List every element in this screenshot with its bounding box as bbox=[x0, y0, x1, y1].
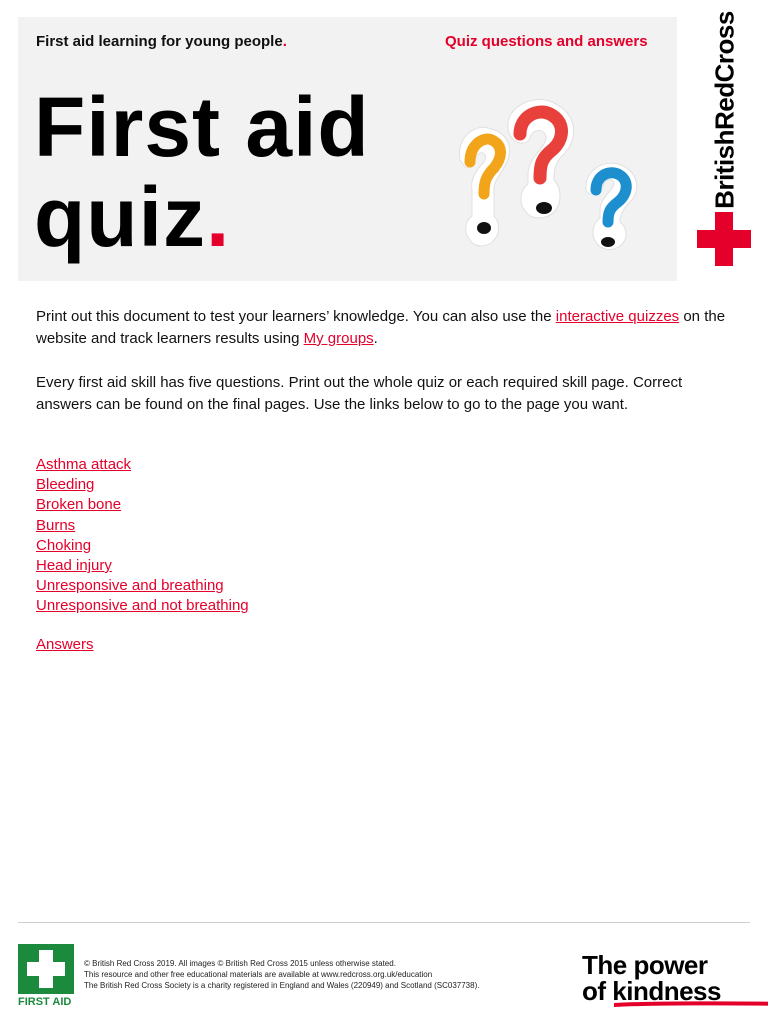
interactive-quizzes-link[interactable]: interactive quizzes bbox=[555, 308, 680, 325]
red-question-mark-icon bbox=[508, 100, 574, 218]
slogan bbox=[582, 952, 721, 1004]
copyright-line: © British Red Cross 2019. All images © British Red Cross 2015 unless otherwise stated. bbox=[84, 959, 396, 968]
charity-line: The British Red Cross Society is a charity registered in England and Wales (220949) and Scotland (SC037738). bbox=[84, 981, 480, 990]
topic-link-burns[interactable]: Burns bbox=[36, 516, 76, 534]
topic-link-unresponsive-not-breathing[interactable]: Unresponsive and not breathing bbox=[36, 597, 249, 615]
topic-link-broken-bone[interactable]: Broken bone bbox=[36, 496, 122, 514]
first-aid-logo bbox=[18, 944, 74, 1008]
section-label: Quiz questions and answers bbox=[445, 33, 648, 50]
title-line-2: quiz. bbox=[34, 170, 231, 264]
resources-line: This resource and other free educational materials are available at www.redcross.org.uk/education bbox=[84, 970, 433, 979]
footer-divider bbox=[18, 922, 750, 923]
first-aid-cross-icon bbox=[18, 944, 74, 994]
kindness-underline-icon bbox=[614, 1001, 768, 1007]
title-dot: . bbox=[205, 170, 231, 264]
slogan-line-1: The power bbox=[582, 950, 708, 980]
brand-name: BritishRedCross bbox=[709, 11, 740, 209]
page-title bbox=[34, 82, 370, 262]
question-marks-illustration bbox=[448, 98, 648, 278]
answers-link[interactable]: Answers bbox=[36, 636, 94, 653]
title-line-1: First aid bbox=[34, 80, 370, 174]
yellow-question-mark-icon bbox=[459, 127, 509, 246]
first-aid-label: FIRST AID bbox=[18, 996, 72, 1008]
tagline: First aid learning for young people. bbox=[36, 33, 287, 50]
intro-paragraph-1: Print out this document to test your learners’ knowledge. You can also use the interactive quizzes on the website and track learners results using My groups. bbox=[36, 308, 726, 347]
topic-link-asthma-attack[interactable]: Asthma attack bbox=[36, 456, 132, 473]
intro-text bbox=[36, 306, 726, 438]
slogan-line-2: of kindness bbox=[582, 976, 721, 1006]
red-cross-icon bbox=[697, 212, 751, 266]
topic-link-choking[interactable]: Choking bbox=[36, 536, 92, 554]
topic-link-head-injury[interactable]: Head injury bbox=[36, 557, 112, 575]
footer-fine-print bbox=[84, 958, 479, 991]
topic-link-bleeding[interactable]: Bleeding bbox=[36, 476, 95, 494]
topic-links-list bbox=[36, 455, 249, 617]
my-groups-link[interactable]: My groups bbox=[303, 330, 374, 347]
topic-link-unresponsive-breathing[interactable]: Unresponsive and breathing bbox=[36, 577, 224, 595]
slogan-kindness: kindness bbox=[612, 976, 721, 1006]
intro-paragraph-2: Every first aid skill has five questions. Print out the whole quiz or each required skill page. Correct answers can be found on the final pages. Use the links below to go to the page you want. bbox=[36, 374, 683, 413]
tagline-dot: . bbox=[282, 33, 287, 50]
blue-question-mark-icon bbox=[586, 163, 637, 249]
